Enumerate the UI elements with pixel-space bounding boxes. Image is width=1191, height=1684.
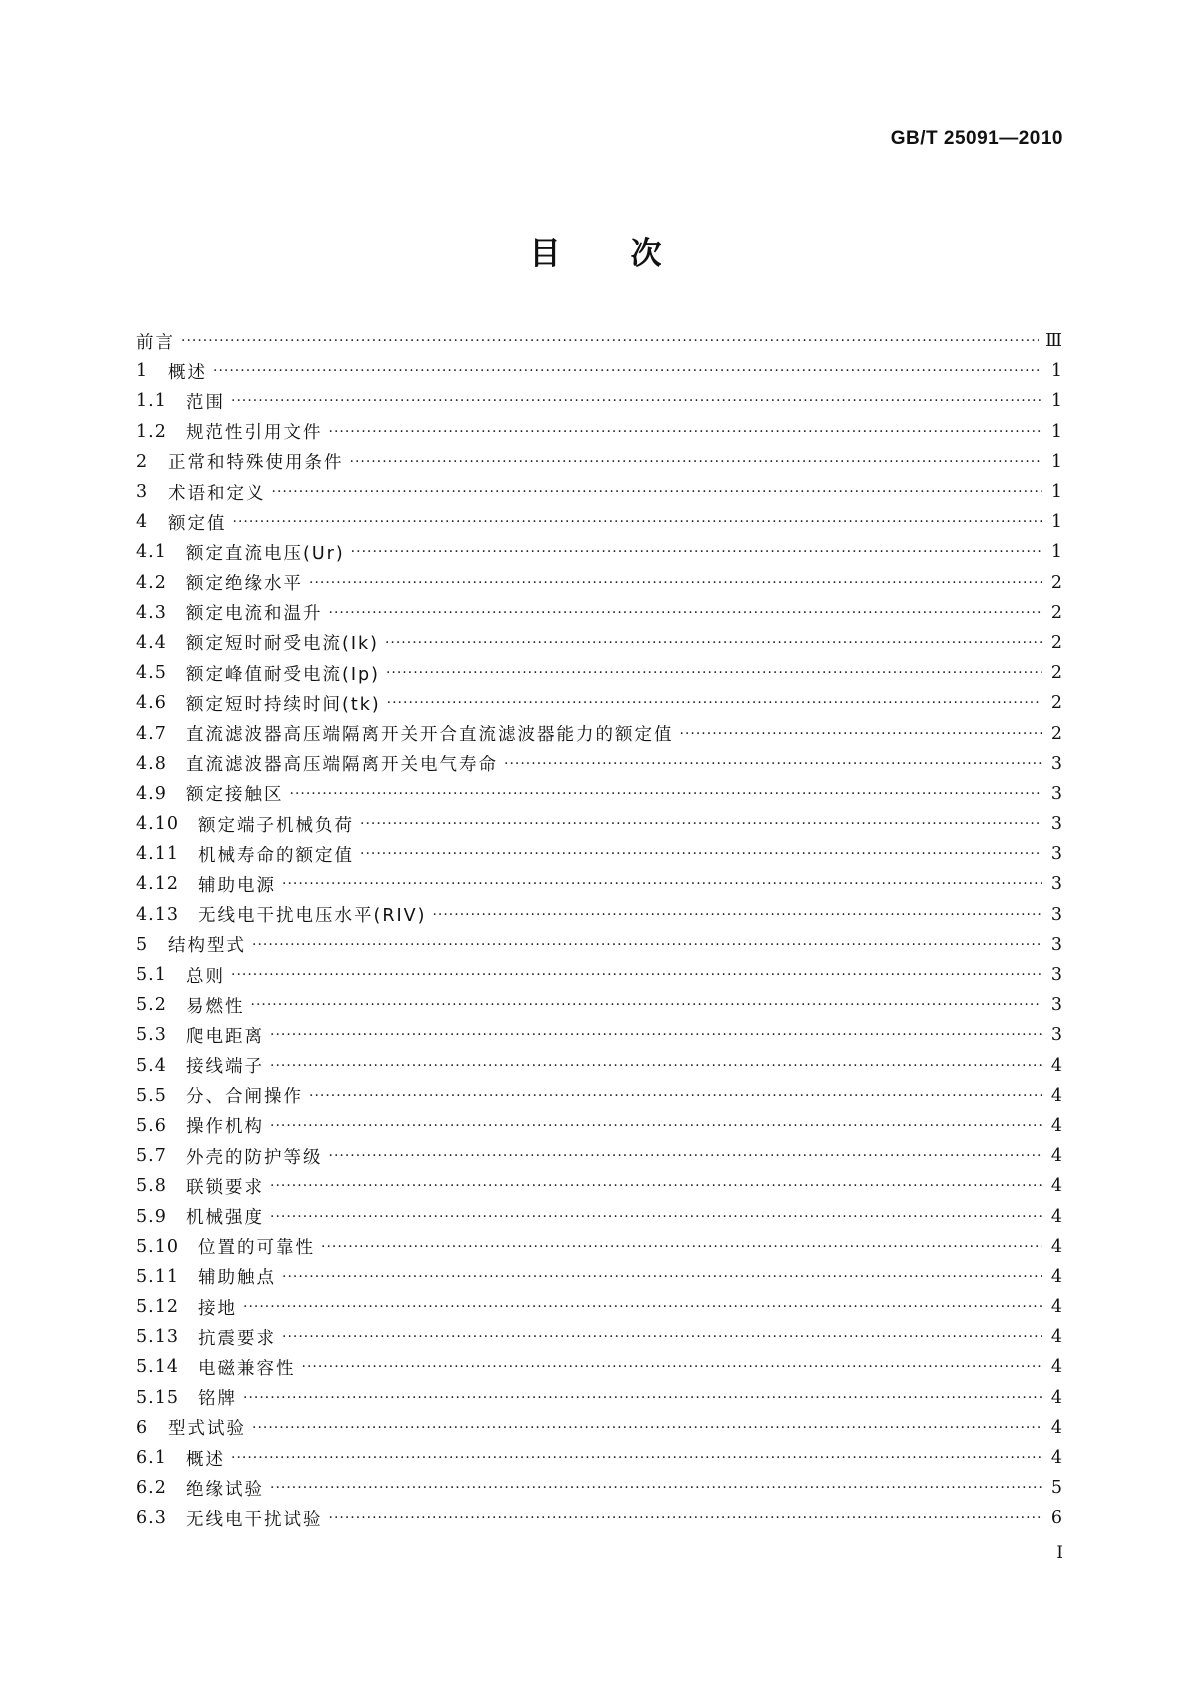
toc-entry[interactable]	[136, 718, 1062, 748]
toc-entry-page: 4	[1050, 1085, 1062, 1106]
toc-entry-page: 4	[1050, 1327, 1062, 1348]
toc-dot-leader	[272, 484, 1043, 500]
toc-entry-title: 额定绝缘水平	[186, 574, 303, 595]
toc-entry[interactable]	[136, 930, 1062, 960]
toc-dot-leader	[360, 846, 1042, 862]
toc-entry[interactable]	[136, 839, 1062, 869]
toc-dot-leader	[231, 393, 1042, 409]
toc-entry-page: 3	[1050, 814, 1062, 835]
toc-entry-page: 3	[1050, 995, 1062, 1016]
toc-entry-number: 4	[136, 512, 149, 533]
toc-dot-leader	[290, 786, 1043, 802]
toc-dot-leader	[504, 756, 1042, 772]
toc-entry-number: 1.2	[136, 421, 167, 442]
toc-entry-title: 额定接触区	[186, 785, 284, 806]
toc-entry[interactable]	[136, 326, 1062, 356]
toc-dot-leader	[351, 544, 1042, 560]
toc-entry[interactable]	[136, 1020, 1062, 1050]
toc-entry-page: 1	[1050, 361, 1062, 382]
toc-entry-number: 4.1	[136, 542, 167, 563]
toc-entry-title: 接线端子	[186, 1057, 264, 1078]
toc-entry-title: 绝缘试验	[186, 1479, 264, 1500]
toc-entry-number: 5.9	[136, 1206, 167, 1227]
toc-entry[interactable]	[136, 1413, 1062, 1443]
toc-entry[interactable]	[136, 1262, 1062, 1292]
toc-dot-leader	[282, 1269, 1042, 1285]
toc-entry-number: 5.1	[136, 965, 167, 986]
toc-dot-leader	[321, 1239, 1042, 1255]
toc-entry[interactable]	[136, 1352, 1062, 1382]
toc-entry[interactable]	[136, 356, 1062, 386]
toc-entry-title: 额定端子机械负荷	[198, 815, 354, 836]
toc-entry-number: 4.12	[136, 874, 179, 895]
toc-entry-number: 4.6	[136, 693, 167, 714]
toc-dot-leader	[243, 1390, 1042, 1406]
toc-entry-page: 3	[1050, 783, 1062, 804]
toc-entry-page: 3	[1050, 934, 1062, 955]
toc-entry[interactable]	[136, 477, 1062, 507]
toc-dot-leader	[243, 1299, 1042, 1315]
toc-entry-page: 1	[1050, 482, 1062, 503]
toc-entry-page: 3	[1050, 874, 1062, 895]
toc-entry-title: 操作机构	[186, 1117, 264, 1138]
toc-entry-number: 5	[136, 934, 149, 955]
toc-entry[interactable]	[136, 1232, 1062, 1262]
title-part-2: 次	[630, 236, 662, 272]
toc-entry-number: 4.8	[136, 753, 167, 774]
toc-entry-title: 铭牌	[198, 1389, 237, 1410]
toc-entry-page: 3	[1050, 844, 1062, 865]
toc-entry-title: 额定短时持续时间(tk)	[186, 694, 381, 715]
toc-entry-title: 额定峰值耐受电流(Ip)	[186, 664, 380, 685]
toc-entry-number: 6.3	[136, 1508, 167, 1529]
toc-entry[interactable]	[136, 960, 1062, 990]
toc-entry-page: 3	[1050, 965, 1062, 986]
toc-entry[interactable]	[136, 1141, 1062, 1171]
toc-entry-page: 4	[1050, 1146, 1062, 1167]
toc-entry-page: 4	[1050, 1236, 1062, 1257]
toc-dot-leader	[270, 1118, 1042, 1134]
toc-entry-title: 总则	[186, 966, 225, 987]
toc-entry-page: 6	[1050, 1508, 1062, 1529]
toc-entry[interactable]	[136, 1292, 1062, 1322]
toc-entry-page: 3	[1050, 1025, 1062, 1046]
toc-entry-title: 直流滤波器高压端隔离开关电气寿命	[186, 755, 498, 776]
toc-entry-number: 4.7	[136, 723, 167, 744]
toc-entry-page: 4	[1050, 1417, 1062, 1438]
toc-dot-leader	[680, 726, 1043, 742]
title-part-1: 目	[529, 236, 561, 272]
toc-dot-leader	[270, 1027, 1042, 1043]
toc-entry-title: 额定电流和温升	[186, 604, 323, 625]
toc-entry-number: 1.1	[136, 391, 167, 412]
toc-entry-page: 4	[1050, 1266, 1062, 1287]
toc-entry-page: 2	[1050, 602, 1062, 623]
toc-dot-leader	[181, 333, 1039, 349]
toc-entry-title: 概述	[168, 362, 207, 383]
toc-entry[interactable]	[136, 688, 1062, 718]
toc-dot-leader	[213, 363, 1042, 379]
toc-entry-title: 分、合闸操作	[186, 1087, 303, 1108]
toc-dot-leader	[387, 695, 1042, 711]
toc-entry-number: 5.2	[136, 995, 167, 1016]
page-number: I	[1056, 1543, 1063, 1563]
toc-dot-leader	[270, 1058, 1042, 1074]
table-of-contents	[136, 326, 1062, 1534]
toc-entry-page: 2	[1050, 693, 1062, 714]
toc-entry-title: 外壳的防护等级	[186, 1147, 323, 1168]
toc-entry-title: 型式试验	[168, 1419, 246, 1440]
toc-entry-title: 接地	[198, 1298, 237, 1319]
toc-dot-leader	[309, 575, 1042, 591]
toc-entry-title: 规范性引用文件	[186, 423, 323, 444]
toc-dot-leader	[252, 1420, 1042, 1436]
toc-entry-number: 5.11	[136, 1266, 179, 1287]
toc-entry-number: 3	[136, 482, 149, 503]
toc-dot-leader	[270, 1178, 1042, 1194]
toc-dot-leader	[309, 1088, 1042, 1104]
toc-entry[interactable]	[136, 1171, 1062, 1201]
toc-entry-number: 5.15	[136, 1387, 179, 1408]
toc-entry-number: 6.1	[136, 1448, 167, 1469]
toc-entry-number: 5.13	[136, 1327, 179, 1348]
toc-entry[interactable]	[136, 537, 1062, 567]
toc-entry-number: 5.14	[136, 1357, 179, 1378]
toc-dot-leader	[282, 876, 1042, 892]
toc-entry-page: 2	[1050, 663, 1062, 684]
toc-entry-number: 4.4	[136, 632, 167, 653]
toc-dot-leader	[432, 907, 1042, 923]
toc-entry[interactable]	[136, 386, 1062, 416]
toc-dot-leader	[231, 967, 1042, 983]
toc-entry[interactable]	[136, 598, 1062, 628]
toc-dot-leader	[329, 424, 1043, 440]
toc-entry[interactable]	[136, 1322, 1062, 1352]
toc-entry[interactable]	[136, 507, 1062, 537]
toc-entry-title: 术语和定义	[168, 483, 266, 504]
toc-entry[interactable]	[136, 990, 1062, 1020]
toc-entry-page: 1	[1050, 391, 1062, 412]
toc-entry-number: 6	[136, 1417, 149, 1438]
toc-entry-number: 5.3	[136, 1025, 167, 1046]
toc-entry[interactable]	[136, 1051, 1062, 1081]
toc-entry-number: 4.9	[136, 783, 167, 804]
toc-entry-page: 2	[1050, 632, 1062, 653]
toc-entry-number: 5.8	[136, 1176, 167, 1197]
toc-dot-leader	[385, 635, 1042, 651]
toc-entry-page: 1	[1050, 512, 1062, 533]
toc-entry-title: 范围	[186, 392, 225, 413]
toc-entry-title: 抗震要求	[198, 1328, 276, 1349]
toc-entry-number: 4.13	[136, 904, 179, 925]
toc-entry-page: 4	[1050, 1387, 1062, 1408]
toc-entry[interactable]	[136, 1383, 1062, 1413]
toc-entry-title: 额定短时耐受电流(Ik)	[186, 634, 379, 655]
toc-dot-leader	[386, 665, 1042, 681]
toc-dot-leader	[231, 1450, 1042, 1466]
toc-entry[interactable]	[136, 1443, 1062, 1473]
toc-entry-page: 4	[1050, 1206, 1062, 1227]
toc-entry-number: 4.5	[136, 663, 167, 684]
toc-entry[interactable]	[136, 1111, 1062, 1141]
toc-entry-page: 2	[1050, 723, 1062, 744]
toc-entry-page: 2	[1050, 572, 1062, 593]
toc-entry-page: 4	[1050, 1055, 1062, 1076]
toc-dot-leader	[233, 514, 1043, 530]
toc-entry-title: 位置的可靠性	[198, 1238, 315, 1259]
toc-entry-page: Ⅲ	[1045, 331, 1062, 352]
toc-entry-title: 机械寿命的额定值	[198, 845, 354, 866]
toc-entry-page: 4	[1050, 1357, 1062, 1378]
toc-entry[interactable]	[136, 658, 1062, 688]
toc-entry[interactable]	[136, 1081, 1062, 1111]
toc-entry-title: 联锁要求	[186, 1177, 264, 1198]
toc-entry-title: 爬电距离	[186, 1026, 264, 1047]
toc-entry[interactable]	[136, 869, 1062, 899]
toc-entry-page: 4	[1050, 1297, 1062, 1318]
toc-entry-number: 1	[136, 361, 149, 382]
toc-entry-number: 2	[136, 451, 149, 472]
toc-dot-leader	[282, 1329, 1042, 1345]
toc-entry-title: 无线电干扰试验	[186, 1509, 323, 1530]
toc-entry-title: 无线电干扰电压水平(RIV)	[198, 906, 427, 927]
toc-entry-number: 5.5	[136, 1085, 167, 1106]
toc-entry[interactable]	[136, 900, 1062, 930]
toc-entry-number: 5.6	[136, 1115, 167, 1136]
toc-dot-leader	[329, 605, 1043, 621]
toc-entry-number: 4.2	[136, 572, 167, 593]
toc-entry-title: 辅助触点	[198, 1268, 276, 1289]
toc-entry[interactable]	[136, 447, 1062, 477]
toc-entry-title: 额定直流电压(Ur)	[186, 543, 345, 564]
page-title	[0, 228, 1191, 273]
toc-entry-number: 5.10	[136, 1236, 179, 1257]
toc-dot-leader	[252, 937, 1042, 953]
toc-entry-title: 易燃性	[186, 996, 245, 1017]
toc-entry-number: 4.10	[136, 814, 179, 835]
toc-entry-number: 4.3	[136, 602, 167, 623]
toc-entry-page: 1	[1050, 451, 1062, 472]
toc-entry[interactable]	[136, 1503, 1062, 1533]
toc-entry-title: 电磁兼容性	[198, 1358, 296, 1379]
toc-dot-leader	[270, 1209, 1042, 1225]
toc-entry[interactable]	[136, 417, 1062, 447]
toc-entry-title: 机械强度	[186, 1208, 264, 1229]
toc-entry[interactable]	[136, 779, 1062, 809]
toc-dot-leader	[302, 1359, 1043, 1375]
toc-entry-title: 概述	[186, 1449, 225, 1470]
toc-dot-leader	[360, 816, 1042, 832]
toc-entry-number: 5.7	[136, 1146, 167, 1167]
toc-entry-number: 5.4	[136, 1055, 167, 1076]
toc-dot-leader	[270, 1480, 1042, 1496]
toc-entry-page: 4	[1050, 1115, 1062, 1136]
toc-entry[interactable]	[136, 749, 1062, 779]
toc-entry-page: 5	[1050, 1478, 1062, 1499]
toc-dot-leader	[329, 1148, 1043, 1164]
toc-entry-title: 直流滤波器高压端隔离开关开合直流滤波器能力的额定值	[186, 725, 674, 746]
toc-dot-leader	[350, 454, 1043, 470]
standard-code: GB/T 25091—2010	[890, 128, 1063, 149]
toc-entry-number: 5.12	[136, 1297, 179, 1318]
toc-entry-page: 3	[1050, 753, 1062, 774]
toc-entry-page: 4	[1050, 1176, 1062, 1197]
toc-entry-page: 4	[1050, 1448, 1062, 1469]
toc-entry-number: 4.11	[136, 844, 179, 865]
toc-entry-title: 前言	[136, 332, 175, 353]
toc-entry[interactable]	[136, 1473, 1062, 1503]
toc-dot-leader	[251, 997, 1043, 1013]
toc-entry[interactable]	[136, 628, 1062, 658]
toc-dot-leader	[329, 1510, 1043, 1526]
toc-entry-title: 正常和特殊使用条件	[168, 453, 344, 474]
toc-entry-page: 3	[1050, 904, 1062, 925]
toc-entry-number: 6.2	[136, 1478, 167, 1499]
toc-entry[interactable]	[136, 809, 1062, 839]
toc-entry-page: 1	[1050, 542, 1062, 563]
toc-entry[interactable]	[136, 1201, 1062, 1231]
toc-entry-page: 1	[1050, 421, 1062, 442]
toc-entry-title: 辅助电源	[198, 875, 276, 896]
toc-entry[interactable]	[136, 568, 1062, 598]
toc-entry-title: 结构型式	[168, 936, 246, 957]
toc-entry-title: 额定值	[168, 513, 227, 534]
